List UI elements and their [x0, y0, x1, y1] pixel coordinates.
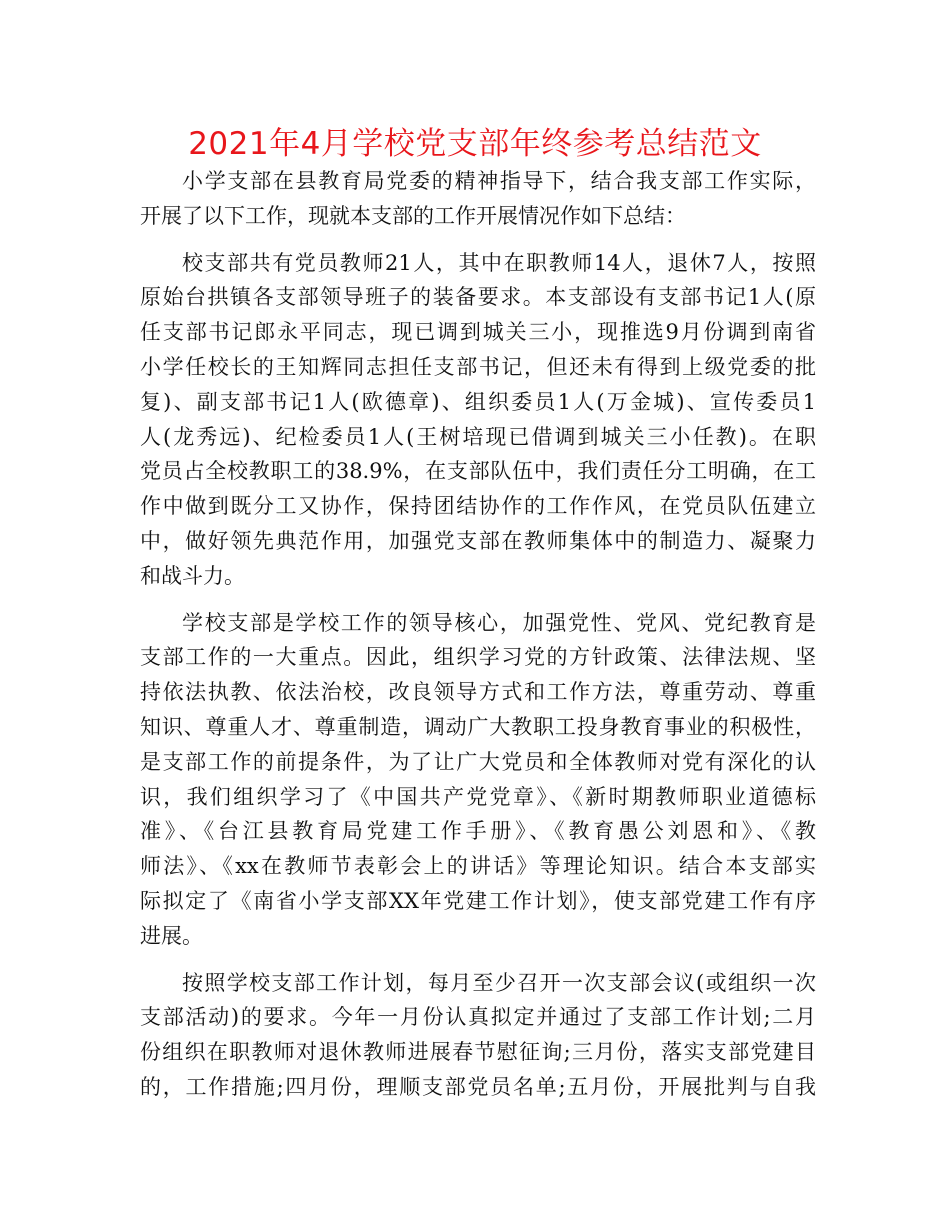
paragraph-line: 任支部书记郎永平同志，现已调到城关三小，现推选9月份调到南省 [140, 320, 816, 345]
paragraph-line: 知识、尊重人才、尊重制造，调动广大教职工投身教育事业的积极性， [140, 714, 816, 739]
paragraph-line: 的，工作措施;四月份，理顺支部党员名单;五月份，开展批判与自我 [140, 1074, 816, 1099]
paragraph [140, 966, 816, 1105]
paragraph [140, 246, 816, 594]
document-body [140, 164, 816, 1105]
paragraph-line: 份组织在职教师对退休教师进展春节慰征询;三月份，落实支部党建目 [140, 1040, 816, 1065]
paragraph-line: 持依法执教、依法治校，改良领导方式和工作方法，尊重劳动、尊重 [140, 680, 816, 705]
paragraph-line: 复)、副支部书记1人(欧德章)、组织委员1人(万金城)、宣传委员1 [140, 389, 816, 414]
paragraph-line: 党员占全校教职工的38.9%，在支部队伍中，我们责任分工明确，在工 [140, 459, 816, 484]
paragraph-line: 支部工作的一大重点。因此，组织学习党的方针政策、法律法规、坚 [140, 645, 816, 670]
paragraph-line: 校支部共有党员教师21人，其中在职教师14人，退休7人，按照 [182, 250, 816, 275]
paragraph-line: 开展了以下工作，现就本支部的工作开展情况作如下总结： [140, 203, 686, 228]
paragraph-line: 师法》、《xx在教师节表彰会上的讲话》等理论知识。结合本支部实 [140, 854, 816, 879]
paragraph-line: 小学任校长的王知辉同志担任支部书记，但还未有得到上级党委的批 [140, 354, 816, 379]
paragraph-line: 是支部工作的前提条件，为了让广大党员和全体教师对党有深化的认 [140, 749, 816, 774]
paragraph-line: 际拟定了《南省小学支部XX年党建工作计划》，使支部党建工作有序 [140, 888, 816, 913]
paragraph-line: 进展。 [140, 923, 203, 948]
paragraph-line: 识，我们组织学习了《中国共产党党章》、《新时期教师职业道德标 [140, 784, 816, 809]
paragraph-line: 准》、《台江县教育局党建工作手册》、《教育愚公刘恩和》、《教 [140, 819, 816, 844]
paragraph-line: 作中做到既分工又协作，保持团结协作的工作作风，在党员队伍建立 [140, 494, 816, 519]
paragraph-line: 学校支部是学校工作的领导核心，加强党性、党风、党纪教育是 [182, 610, 816, 635]
paragraph-line: 人(龙秀远)、纪检委员1人(王树培现已借调到城关三小任教)。在职 [140, 424, 816, 449]
paragraph-line: 按照学校支部工作计划，每月至少召开一次支部会议(或组织一次 [182, 970, 816, 995]
paragraph-line: 中，做好领先典范作用，加强党支部在教师集体中的制造力、凝聚力 [140, 528, 816, 553]
paragraph-line: 小学支部在县教育局党委的精神指导下，结合我支部工作实际， [182, 169, 816, 193]
paragraph-line: 原始台拱镇各支部领导班子的装备要求。本支部设有支部书记1人(原 [140, 285, 816, 310]
paragraph-line: 支部活动)的要求。今年一月份认真拟定并通过了支部工作计划;二月 [140, 1005, 816, 1030]
document-title: 2021年4月学校党支部年终参考总结范文 [188, 126, 762, 162]
paragraph [140, 606, 816, 954]
paragraph [140, 164, 816, 234]
paragraph-line: 和战斗力。 [140, 563, 245, 588]
